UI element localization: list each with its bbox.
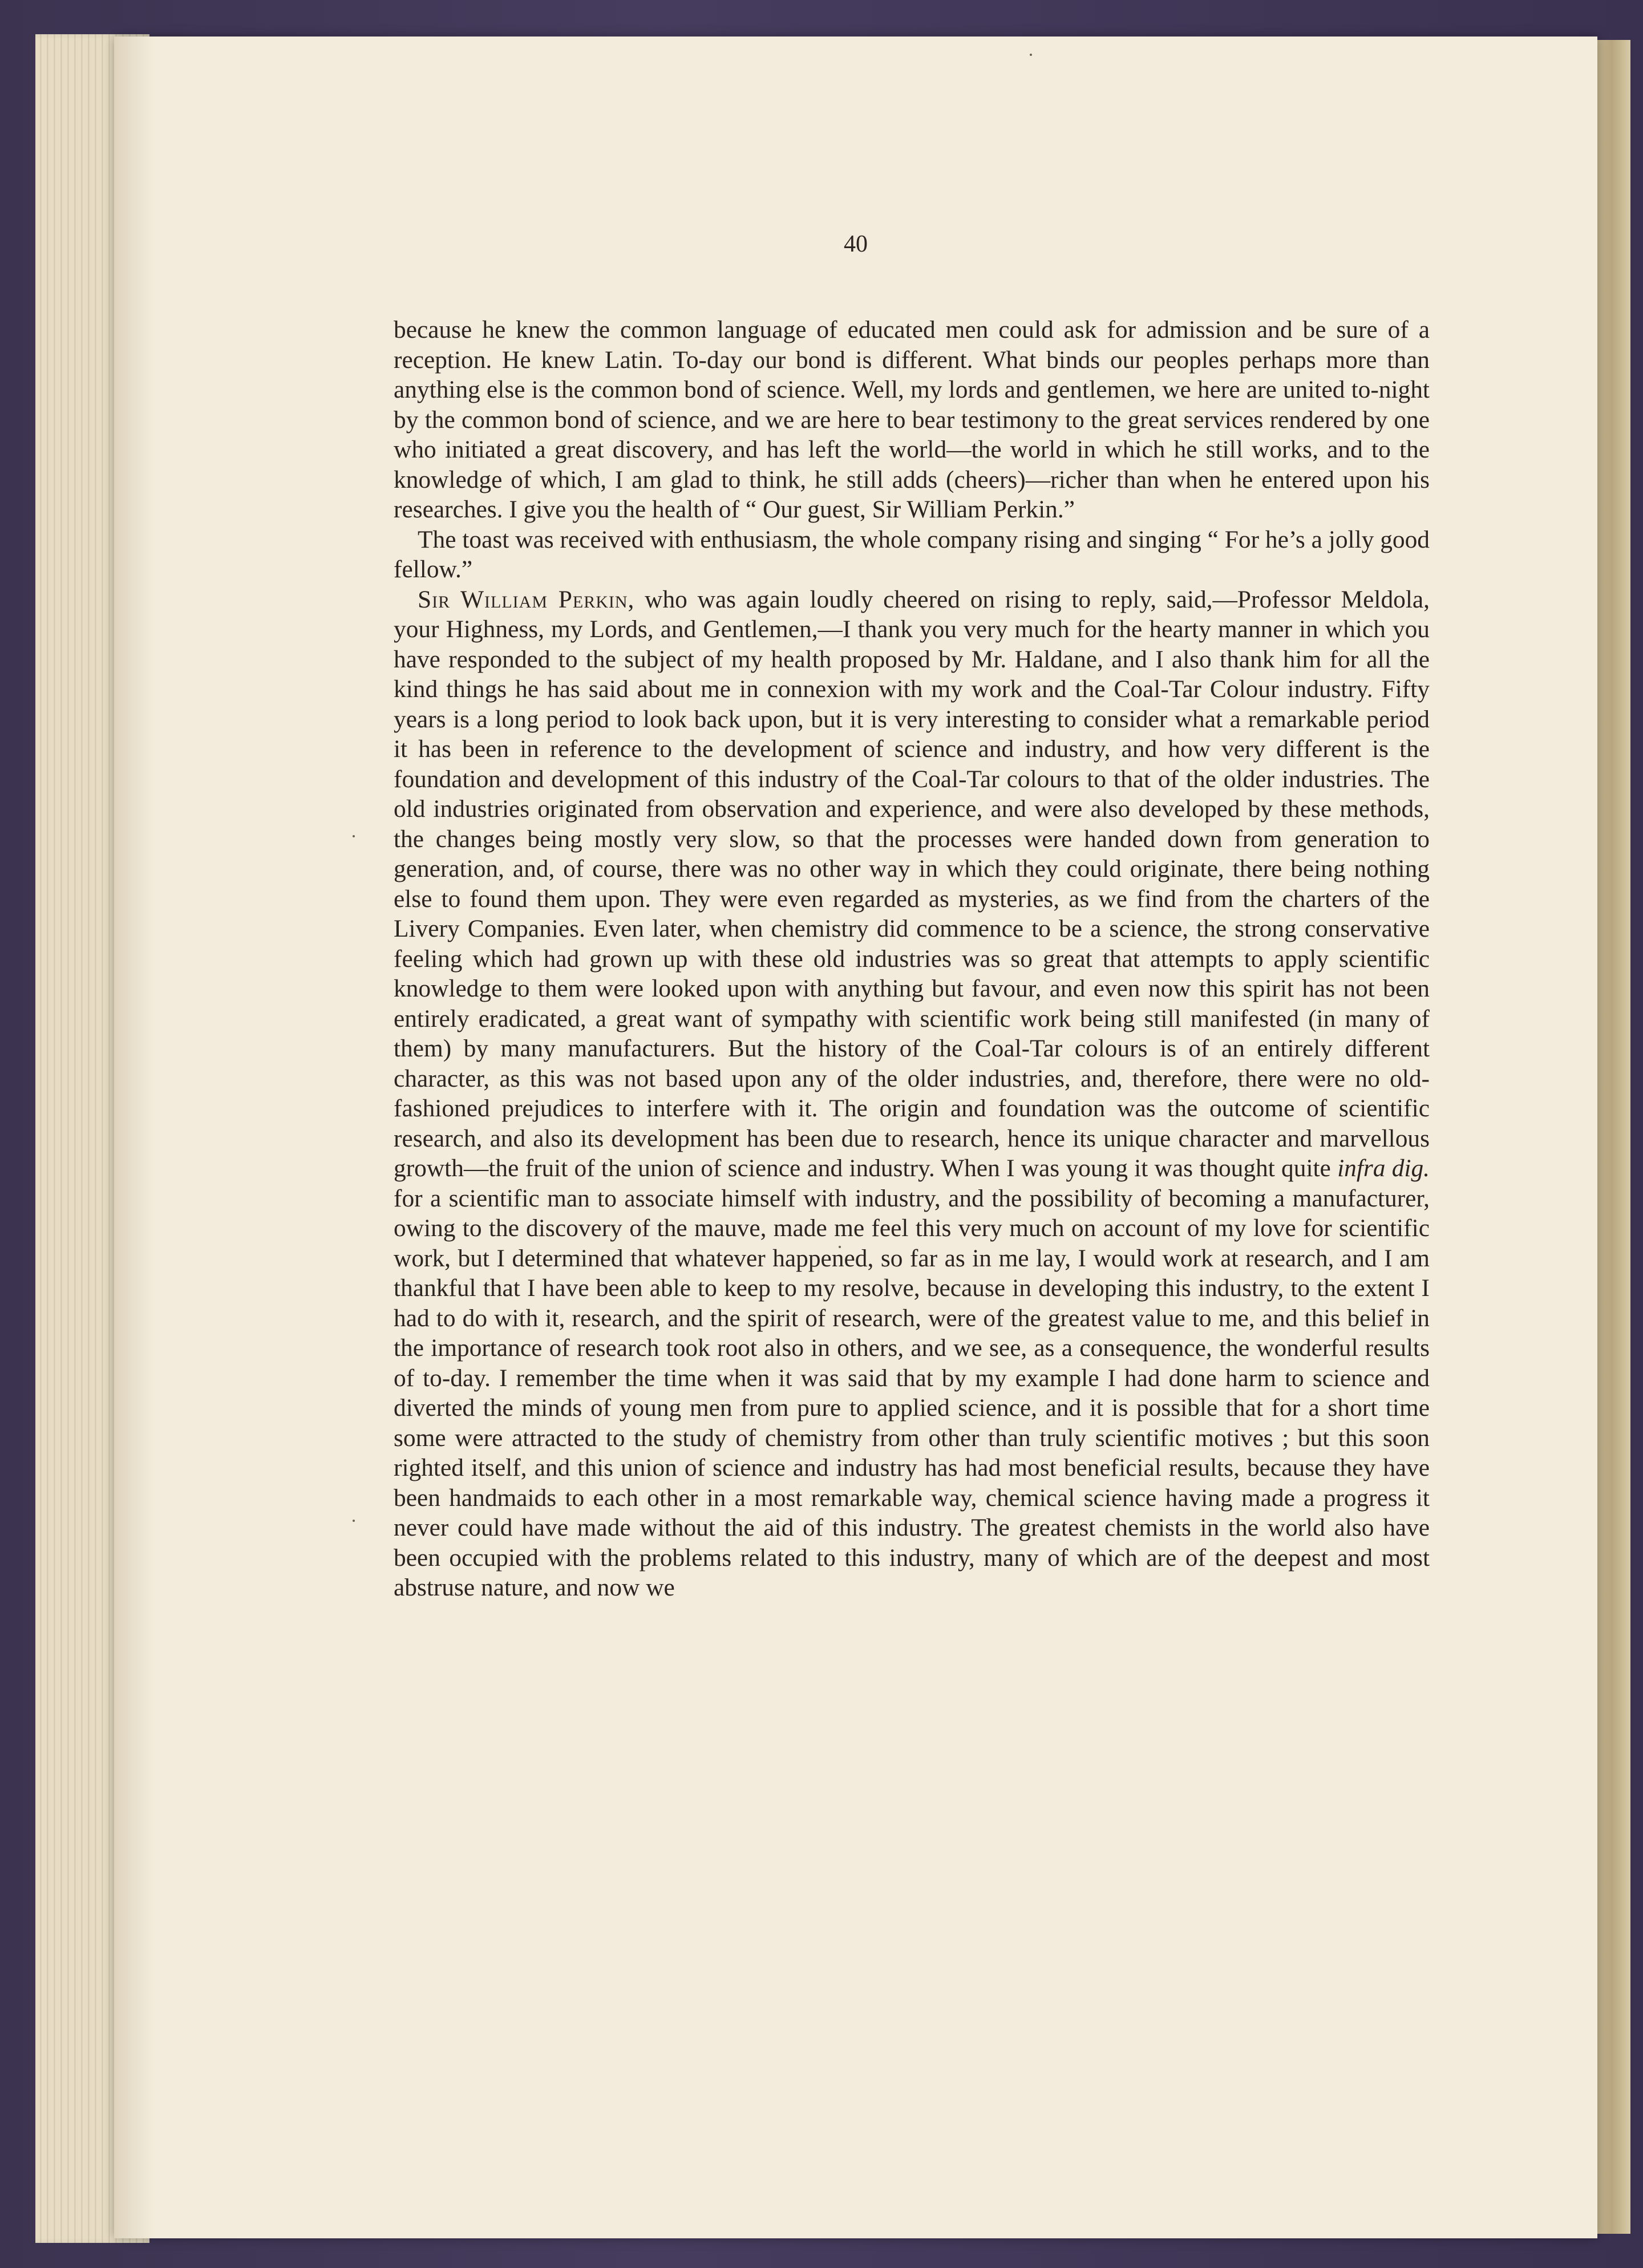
paper-speck bbox=[1030, 54, 1032, 56]
speech-text-part2: for a scientific man to associate himself with industry, and the possibility of becoming a manufacturer, owing to the discovery of the mauve, made me feel this very much on account of my love for scientific work, but I determined that whatever happened, so far as in me lay, I would work at research, and I am thankful that I have been able to keep to my resolve, because in developing this industry, to the extent I had to do with it, research, and the spirit of research, were of the greatest value to me, and this belief in the importance of research took root also in others, and we see, as a consequence, the wonderful results of to-day. I remember the time when it was said that by my example I had done harm to science and diverted the minds of young men from pure to applied science, and it is possible that for a short time some were attracted to the study of chemistry from other than truly scientific motives ; but this soon righted itself, and this union of science and industry has had most beneficial results, because they have been handmaids to each other in a most remarkable way, chemical science having made a progress it never could have made without the aid of this industry. The greatest chemists in the world also have been occupied with the problems related to this industry, many of which are of the deepest and most abstruse nature, and now we bbox=[394, 1184, 1430, 1601]
right-page-edge bbox=[1596, 40, 1630, 2234]
page-gutter-shadow bbox=[114, 37, 154, 2238]
speech-italic-phrase: infra dig. bbox=[1337, 1155, 1430, 1182]
paragraph-speech bbox=[394, 585, 1430, 1603]
body-text bbox=[394, 315, 1430, 1603]
paper-speck bbox=[353, 835, 355, 837]
paper-speck bbox=[353, 1520, 355, 1522]
book-page bbox=[114, 37, 1597, 2238]
page-number: 40 bbox=[844, 231, 868, 257]
speech-text-part1: who was again loudly cheered on rising to reply, said,—Professor Meldola, your Highness, my Lords, and Gentlemen,—I thank you very much for the hearty manner in which you have responded to the subject of my health proposed by Mr. Haldane, and I also thank him for all the kind things he has said about me in connexion with my work and the Coal-Tar Colour industry. Fifty years is a long period to look back upon, but it is very interesting to consider what a remarkable period it has been in reference to the development of science and industry, and how very different is the foundation and development of this industry of the Coal-Tar colours to that of the older industries. The old industries originated from observation and experience, and were also developed by these methods, the changes being mostly very slow, so that the processes were handed down from generation to generation, and, of course, there was no other way in which they could originate, there being nothing else to found them upon. They were even regarded as mysteries, as we find from the charters of the Livery Companies. Even later, when chemistry did commence to be a science, the strong conservative feeling which had grown up with these old industries was so great that attempts to apply scientific knowledge to them were looked upon with anything but favour, and even now this spirit has not been entirely eradicated, a great want of sympathy with scientific work being still manifested (in many of them) by many manufacturers. But the history of the Coal-Tar colours is of an entirely different character, as this was not based upon any of the older industries, and, therefore, there were no old-fashioned prejudices to interfere with it. The origin and foundation was the outcome of scientific research, and also its development has been due to research, hence its unique character and marvellous growth—the fruit of the union of science and industry. When I was young it was thought quite bbox=[394, 585, 1430, 1182]
paragraph-toast: The toast was received with enthusiasm, the whole company rising and singing “ For he’s a jolly good fellow.” bbox=[394, 525, 1430, 583]
speaker-name: Sir William Perkin, bbox=[418, 585, 635, 613]
paragraph-continuation: because he knew the common language of educated men could ask for admission and be sure of a reception. He knew Latin. To-day our bond is different. What binds our peoples perhaps more than anything else is the common bond of science. Well, my lords and gentlemen, we here are united to-night by the common bond of science, and we are here to bear testimony to the great services rendered by one who initiated a great discovery, and has left the world—the world in which he still works, and to the knowledge of which, I am glad to think, he still adds (cheers)—richer than when he entered upon his researches. I give you the health of “ Our guest, Sir William Perkin.” bbox=[394, 316, 1430, 523]
